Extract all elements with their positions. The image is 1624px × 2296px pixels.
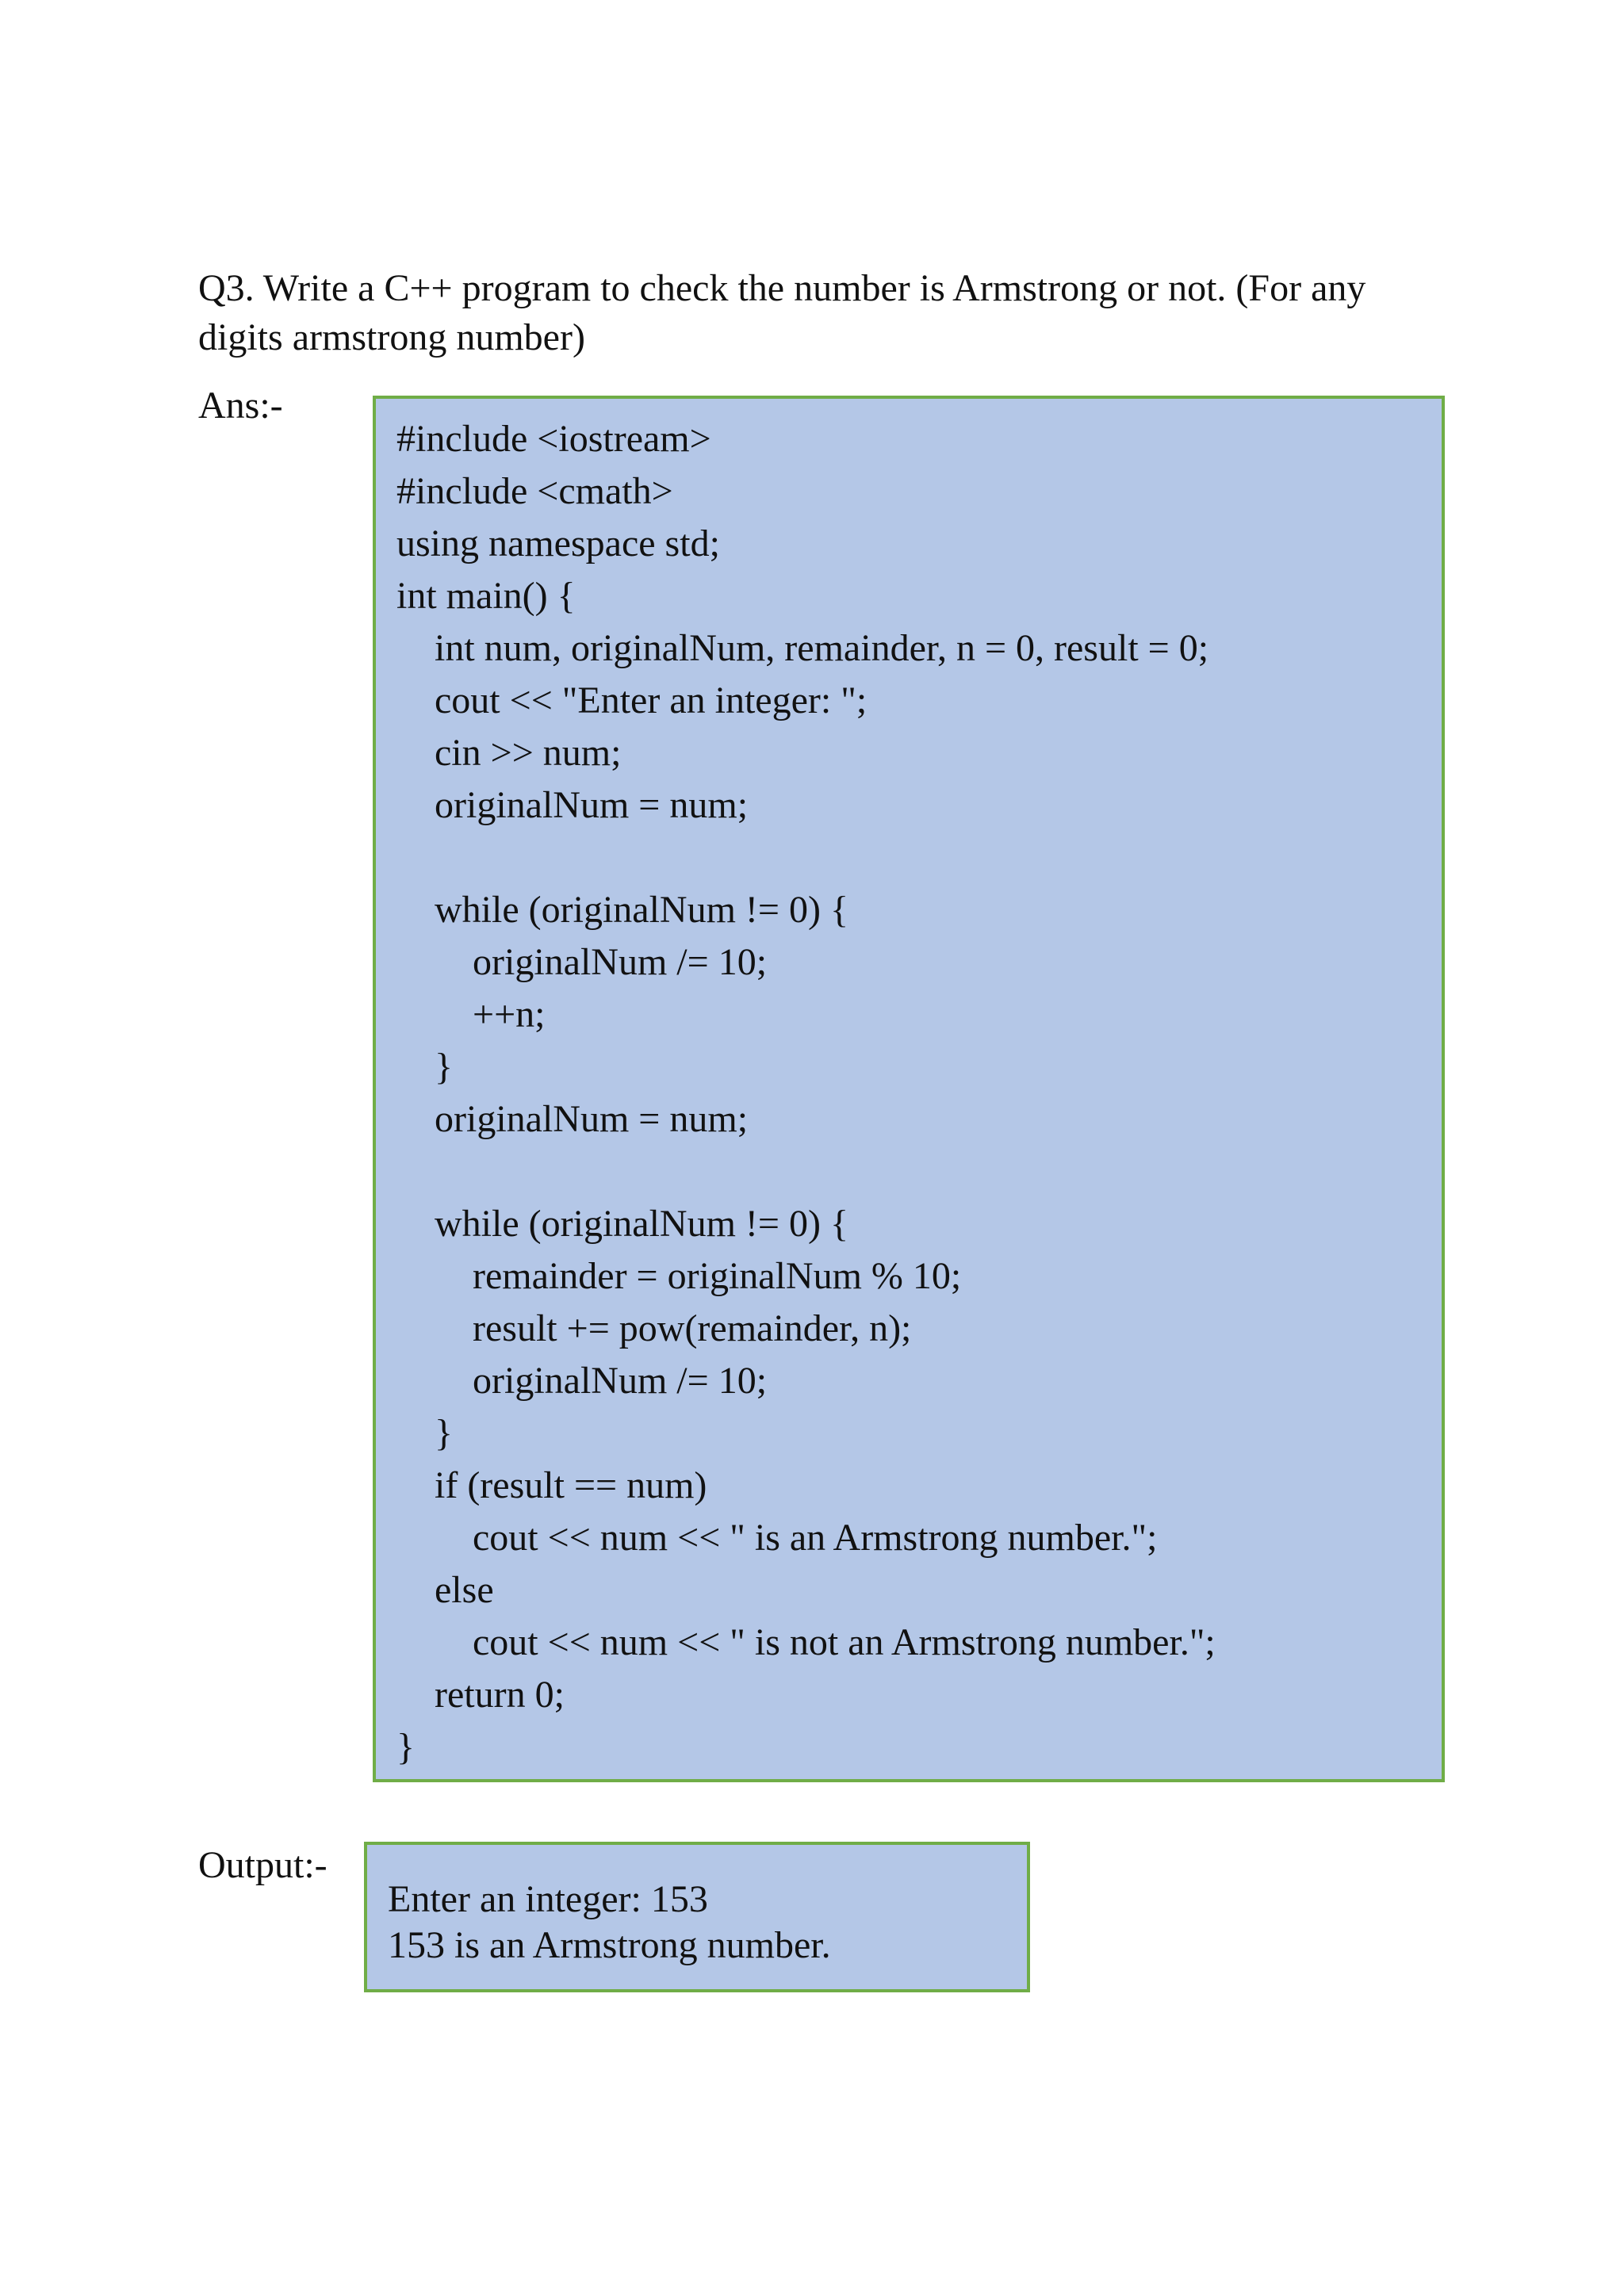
code-line: } xyxy=(435,1412,454,1454)
code-line xyxy=(396,832,1216,884)
answer-label: Ans:- xyxy=(198,385,283,427)
code-line: originalNum = num; xyxy=(435,1098,749,1140)
code-line: originalNum /= 10; xyxy=(473,941,768,983)
question-text: Q3. Write a C++ program to check the number is Armstrong or not. (For any digits armstrong number) xyxy=(198,267,1366,358)
code-line: originalNum = num; xyxy=(435,784,749,826)
code-line: cout << "Enter an integer: "; xyxy=(435,679,868,721)
code-line: #include <cmath> xyxy=(396,470,673,512)
code-line: using namespace std; xyxy=(396,522,720,564)
output-line: Enter an integer: 153 xyxy=(388,1878,708,1920)
output-box xyxy=(364,1842,1030,1992)
code-line: ++n; xyxy=(473,993,546,1035)
code-line xyxy=(396,1146,1216,1198)
code-line: cin >> num; xyxy=(435,732,622,774)
code-listing xyxy=(396,413,1216,1774)
output-label: Output:- xyxy=(198,1844,327,1886)
code-line: #include <iostream> xyxy=(396,418,711,460)
code-line: cout << num << " is an Armstrong number."; xyxy=(473,1517,1158,1559)
output-listing xyxy=(388,1877,831,1969)
code-box xyxy=(373,396,1445,1782)
output-line: 153 is an Armstrong number. xyxy=(388,1924,831,1966)
code-line: remainder = originalNum % 10; xyxy=(473,1255,962,1297)
code-line: result += pow(remainder, n); xyxy=(473,1307,912,1349)
code-line: if (result == num) xyxy=(435,1464,707,1506)
code-line: else xyxy=(435,1569,494,1611)
code-line: cout << num << " is not an Armstrong number."; xyxy=(473,1621,1216,1663)
code-line: while (originalNum != 0) { xyxy=(435,1203,848,1245)
code-line: while (originalNum != 0) { xyxy=(435,889,848,931)
code-line: int main() { xyxy=(396,575,576,617)
code-line: return 0; xyxy=(435,1674,565,1716)
code-line: originalNum /= 10; xyxy=(473,1360,768,1402)
code-line: int num, originalNum, remainder, n = 0, result = 0; xyxy=(435,627,1209,669)
code-line: } xyxy=(435,1046,454,1088)
code-line: } xyxy=(396,1726,416,1768)
